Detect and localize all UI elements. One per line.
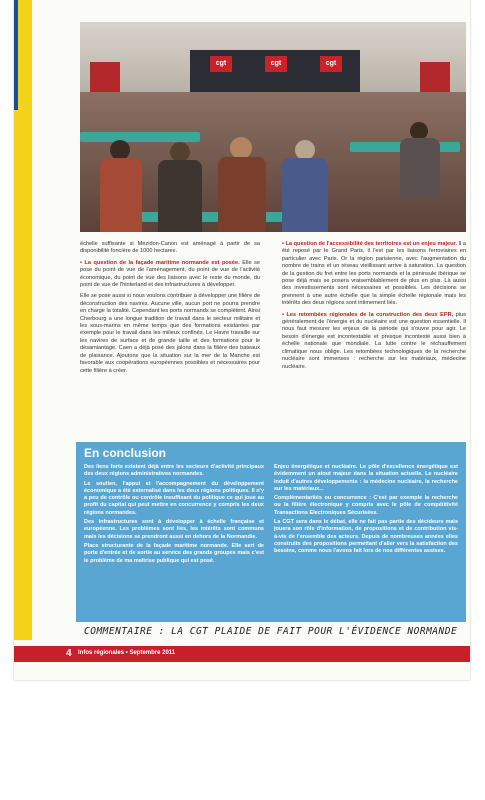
conclusion-paragraph: Place structurante de la façade maritime normande. Elle sert de porte d'entrée et de sortie au service des grands groupes mais c'est le problème de ma maîtrise publique qui est posé.: [84, 542, 264, 564]
conclusion-box: [76, 442, 466, 622]
audience-head: [295, 140, 315, 160]
conclusion-paragraph: Des liens forts existent déjà entre les secteurs d'activité principaux des deux régions administratives normandes.: [84, 464, 264, 478]
magazine-page: [14, 0, 470, 680]
article-right-column: [282, 241, 466, 375]
conclusion-title: En conclusion: [84, 446, 167, 460]
audience-body: [218, 157, 266, 232]
conclusion-paragraph: La CGT sera dans le débat, elle ne fait pas partie des décideurs mais jouera son rôle d'information, de propositions et de contribution vis-à-vis de l'ensemble des acteurs. Depuis de nombreuses années elles construits des propositions permettant d'aller vers la satisfaction des besoins, comme nous l'avons fait lors de nos différentes assises.: [274, 519, 458, 555]
paragraph: Elle se pose aussi si nous voulons contribuer à développer une filière de déconstruction des navires. Aucune ville, aucun port ne pourra prendre en charge la totalité. Cependant les ports normands se complètent. Ainsi Cherbourg a une longue tradition de travail dans le secteur militaire et les sous-marins en même temps que des formations existantes par exemple pour le travail dans les milieux confinés. Le Havre travaille sur les navires de surface et de grande taille et des formations pour le désamiantage. Caen a déjà posé des jalons dans la filière des bateaux de plaisance. Ajoutons que la situation sur la mer de la Manche est favorable aux coopérations européennes possibles et nécessaires pour cette filière à créer.: [80, 293, 260, 374]
paragraph: • La question de la façade maritime normande est posée. Elle se pose du point de vue de l'aménagement, du point de vue de l'activité économique, du point de vue des liaisons avec le reste du monde, du point de vue de l'hinterland et des infrastructures à développer.: [80, 259, 261, 289]
page-footer: [14, 646, 470, 662]
audience-head: [230, 137, 252, 159]
conclusion-left-column: [84, 464, 264, 567]
conclusion-paragraph: Des infrastructures sont à développer à échelle française et européenne. Les problèmes sont liés, les intérêts sont communs mais les décisions se prendront aussi en dehors de la Normandie.: [84, 519, 264, 540]
publication-name: Infos régionales • Septembre 2011: [78, 650, 176, 656]
conclusion-paragraph: Complémentarités ou concurrence : C'est par exemple la recherche ou la filière électronique y compris avec le pôle de compétitivité Transactions Electroniques Sécurisées.: [274, 495, 458, 516]
article-left-column: [80, 241, 260, 379]
cgt-banner: cgt: [265, 56, 287, 72]
cgt-banner: cgt: [320, 56, 342, 72]
audience-body: [282, 158, 328, 232]
photo-table: [80, 132, 200, 142]
handwritten-comment: COMMENTAIRE : LA CGT PLAIDE DE FAIT POUR L'ÉVIDENCE NORMANDE: [84, 626, 458, 637]
blue-edge-bar: [14, 0, 18, 110]
conclusion-paragraph: Le soutien, l'appui et l'accompagnement du développement économique a été externalisé dans les deux régions politiques. Il n'y a peu de contrôle ou contrôle insuffisant du politique ce qui joue au profit du capital qui peut mettre en concurrence y compris les deux régions normandes.: [84, 480, 264, 516]
conclusion-paragraph: Enjeu énergétique et nucléaire. Le pôle d'excellence énergétique est évidemment un atout majeur dans la situation actuelle. Le nucléaire induit d'autres développements : la médecine nucléaire, la recherche sur les matériaux...: [274, 464, 458, 492]
page-number: 4: [66, 648, 72, 659]
audience-body: [100, 158, 142, 232]
cgt-banner: cgt: [210, 56, 232, 72]
audience-head: [110, 140, 130, 160]
conference-photo: [80, 22, 466, 232]
conclusion-right-column: [274, 464, 458, 558]
audience-body: [158, 160, 202, 232]
paragraph: • La question de l'accessibilité des territoires est un enjeu majeur. Il a été reposé par le Grand Paris, il l'est par les liaisons ferroviaires en particulier avec Paris. Or la région parisienne, avec l'augmentation du nombre de trains et un réseau vieillissant arrive à saturation. La question de la gestion du fret entre les ports normands et la péninsule ibérique se pose déjà mais se posera vraisemblablement de plus en plus. Là aussi des investissements sont nécessaires et possibles. Les décisions se prennent à une autre échelle que la simple échelle régionale mais les intérêts des deux régions sont intimement liés.: [282, 241, 466, 307]
audience-body: [400, 138, 440, 198]
paragraph: échelle suffisante si Mézidon-Canon est aménagé à partir de sa disponibilité foncière de 1000 hectares.: [80, 241, 260, 255]
audience-head: [170, 142, 190, 162]
paragraph: • Les retombées régionales de la construction des deux EPR, plus généralement de l'énergie et du nucléaire est une question essentielle. Il nous faut mesurer les enjeux de la période qui s'ouvre pour agir. Le besoin d'énergie est incontestable et presque incontesté aussi bien à échelle nationale que mondiale. La lutte contre le réchauffement climatique nous oblige. Les retombées technologiques de la recherche nucléaire sont immenses : recherche sur les matériaux, médecine nucléaire.: [282, 311, 466, 370]
